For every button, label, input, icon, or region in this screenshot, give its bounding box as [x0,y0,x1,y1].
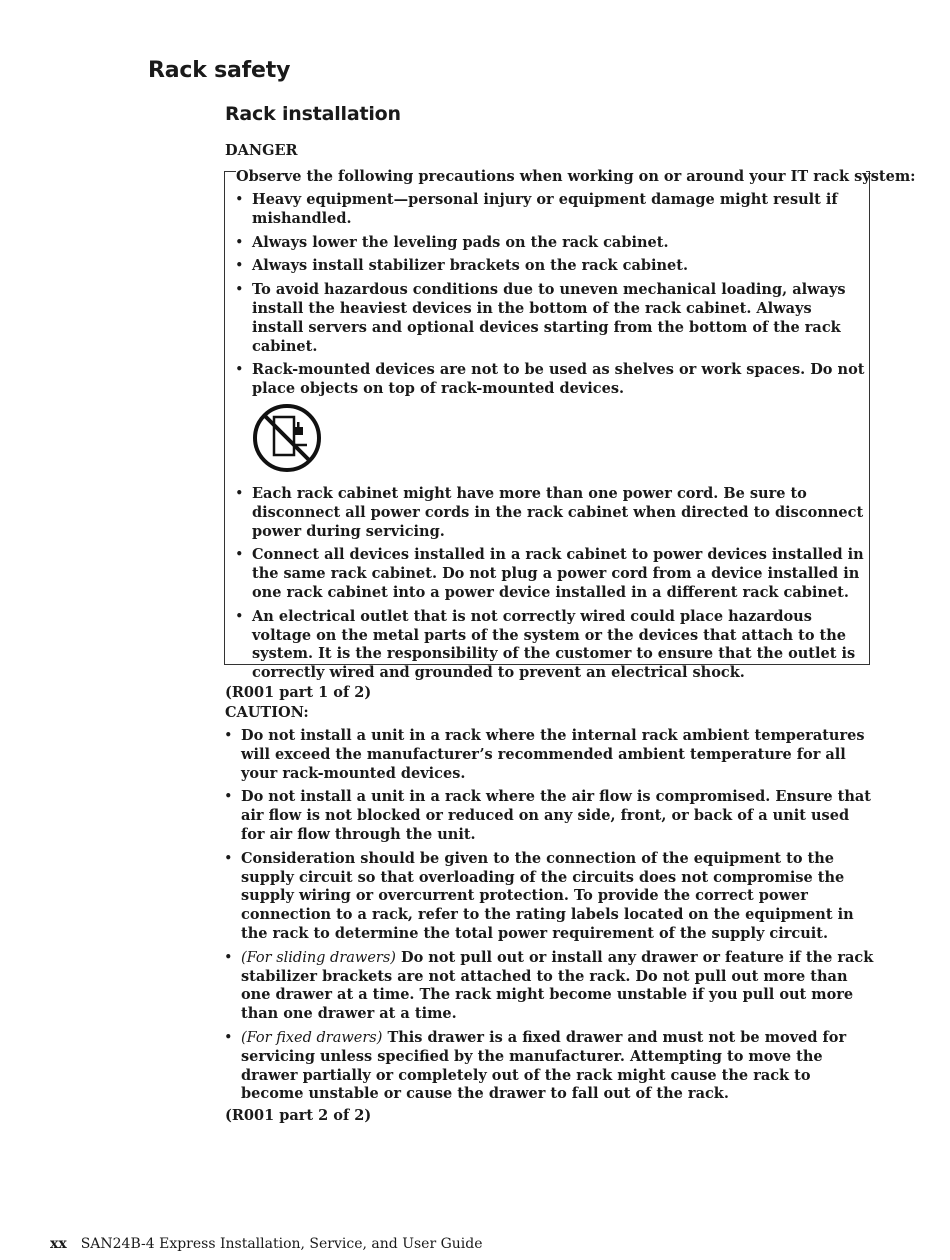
caution-item: • (For fixed drawers) This drawer is a fixed drawer and must not be moved for servicing unless specified by the manufacturer. Attempting to move the drawer partially or completely out of the rack might cause the rack to become unstable or cause the drawer to fall out of the rack. [224,1028,847,1103]
caution-item: • Do not install a unit in a rack where the air flow is compromised. Ensure that air flow is not blocked or reduced on any side, front, or back of a unit used for air flow through the unit. [224,788,871,843]
danger-item: • An electrical outlet that is not correctly wired could place hazardous voltage on the metal parts of the system or the devices that attach to the system. It is the responsibility of the customer to ensure that the outlet is correctly wired and grounded to prevent an electrical shock. [235,607,856,682]
danger-item: • Rack-mounted devices are not to be used as shelves or work spaces. Do not place objects on top of rack-mounted devices. [235,361,865,473]
danger-item: • To avoid hazardous conditions due to uneven mechanical loading, always install the heaviest devices in the bottom of the rack cabinet. Always install servers and optional devices starting from the bottom of the rack cabinet. [235,281,846,355]
caution-label: CAUTION: [225,704,309,721]
danger-list [235,191,865,683]
document-title: SAN24B-4 Express Installation, Service, and User Guide [80,1236,483,1252]
danger-item: • Connect all devices installed in a rack cabinet to power devices installed in the same rack cabinet. Do not plug a power cord from a device installed in one rack cabinet into a power device installed in a different rack cabinet. [235,546,864,601]
caution-item: • Consideration should be given to the connection of the equipment to the supply circuit so that overloading of the circuits does not compromise the supply wiring or overcurrent protection. To provide the correct power connection to a rack, refer to the rating labels located on the equipment in the rack to determine the total power requirement of the supply circuit. [224,849,854,942]
danger-item: • Always lower the leveling pads on the rack cabinet. [235,233,669,251]
danger-item: • Heavy equipment—personal injury or equipment damage might result if mishandled. [235,191,838,227]
caution-item-qualifier: (For sliding drawers) [241,949,396,966]
caution-item-qualifier: (For fixed drawers) [241,1029,383,1046]
reference-part-2: (R001 part 2 of 2) [225,1107,372,1124]
danger-intro: Observe the following precautions when working on or around your IT rack system: [236,168,916,185]
subsection-heading: Rack installation [225,103,401,125]
danger-label: DANGER [225,142,298,159]
page-number: xx [50,1236,67,1252]
caution-item: • Do not install a unit in a rack where the internal rack ambient temperatures will exceed the manufacturer’s recommended ambient temperature for all your rack-mounted devices. [224,727,865,782]
danger-item: • Always install stabilizer brackets on the rack cabinet. [235,257,689,275]
danger-item: • Each rack cabinet might have more than one power cord. Be sure to disconnect all power cords in the rack cabinet when directed to disconnect power during servicing. [235,484,864,540]
page-footer [50,1236,483,1252]
reference-part-1: (R001 part 1 of 2) [225,684,372,701]
caution-list [224,727,874,1104]
caution-item: • (For sliding drawers) Do not pull out or install any drawer or feature if the rack stabilizer brackets are not attached to the rack. Do not pull out more than one drawer at a time. The rack might become unstable if you pull out more than one drawer at a time. [224,948,874,1023]
section-heading: Rack safety [148,58,291,83]
no-objects-on-rack-icon [252,403,322,473]
